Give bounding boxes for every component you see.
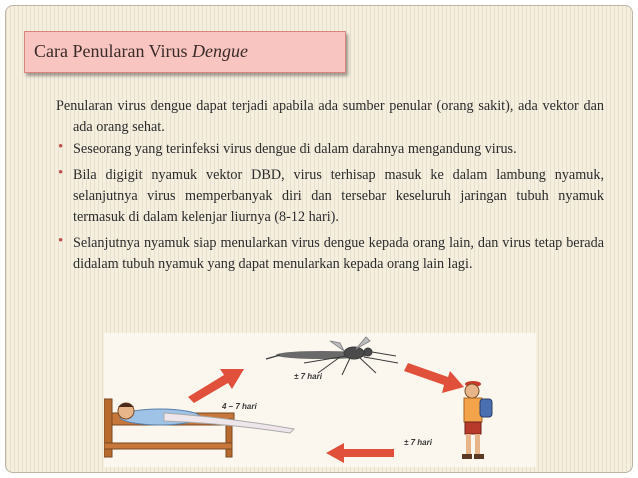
bullet-icon: • [58, 233, 64, 249]
bullet-text: Selanjutnya nyamuk siap menularkan virus dengue kepada orang lain, dan virus tetap berada didalam tubuh nyamuk yang dapat menularkan kepada orang lain lagi. [73, 235, 604, 272]
intro-paragraph: Penularan virus dengue dapat terjadi apabila ada sumber penular (orang sakit), ada vektor dan ada orang sehat. [56, 98, 604, 135]
arrow-down-right-icon [404, 363, 464, 393]
slide [5, 5, 633, 473]
figure-label-top: ± 7 hari [294, 372, 322, 381]
bullet-icon: • [58, 165, 64, 181]
bullet-item [56, 139, 604, 160]
bullet-list [56, 139, 604, 275]
healthy-person-icon [462, 381, 492, 459]
bullet-icon: • [58, 139, 64, 155]
arrow-up-icon [188, 369, 244, 403]
transmission-cycle-illustration [104, 333, 536, 467]
arrow-left-icon [326, 443, 394, 463]
sick-person-icon [104, 399, 294, 457]
figure-label-right: ± 7 hari [404, 438, 432, 447]
title-main: Cara Penularan Virus [34, 41, 188, 61]
bullet-item [56, 233, 604, 275]
bullet-text: Seseorang yang terinfeksi virus dengue di dalam darahnya mengandung virus. [73, 141, 517, 157]
bullet-item [56, 165, 604, 228]
slide-title [34, 41, 248, 62]
figure-label-left: 4 – 7 hari [222, 402, 257, 411]
content-body [56, 96, 604, 280]
bullet-text: Bila digigit nyamuk vektor DBD, virus terhisap masuk ke dalam lambung nyamuk, selanjutnya virus memperbanyak diri dan tersebar keseluruh jaringan tubuh nyamuk termasuk di dalam kelenjar liurnya (8-12 hari). [73, 167, 604, 225]
title-box [24, 31, 346, 73]
title-italic: Dengue [192, 41, 249, 61]
transmission-cycle-figure [104, 333, 536, 467]
mosquito-icon [266, 337, 398, 375]
